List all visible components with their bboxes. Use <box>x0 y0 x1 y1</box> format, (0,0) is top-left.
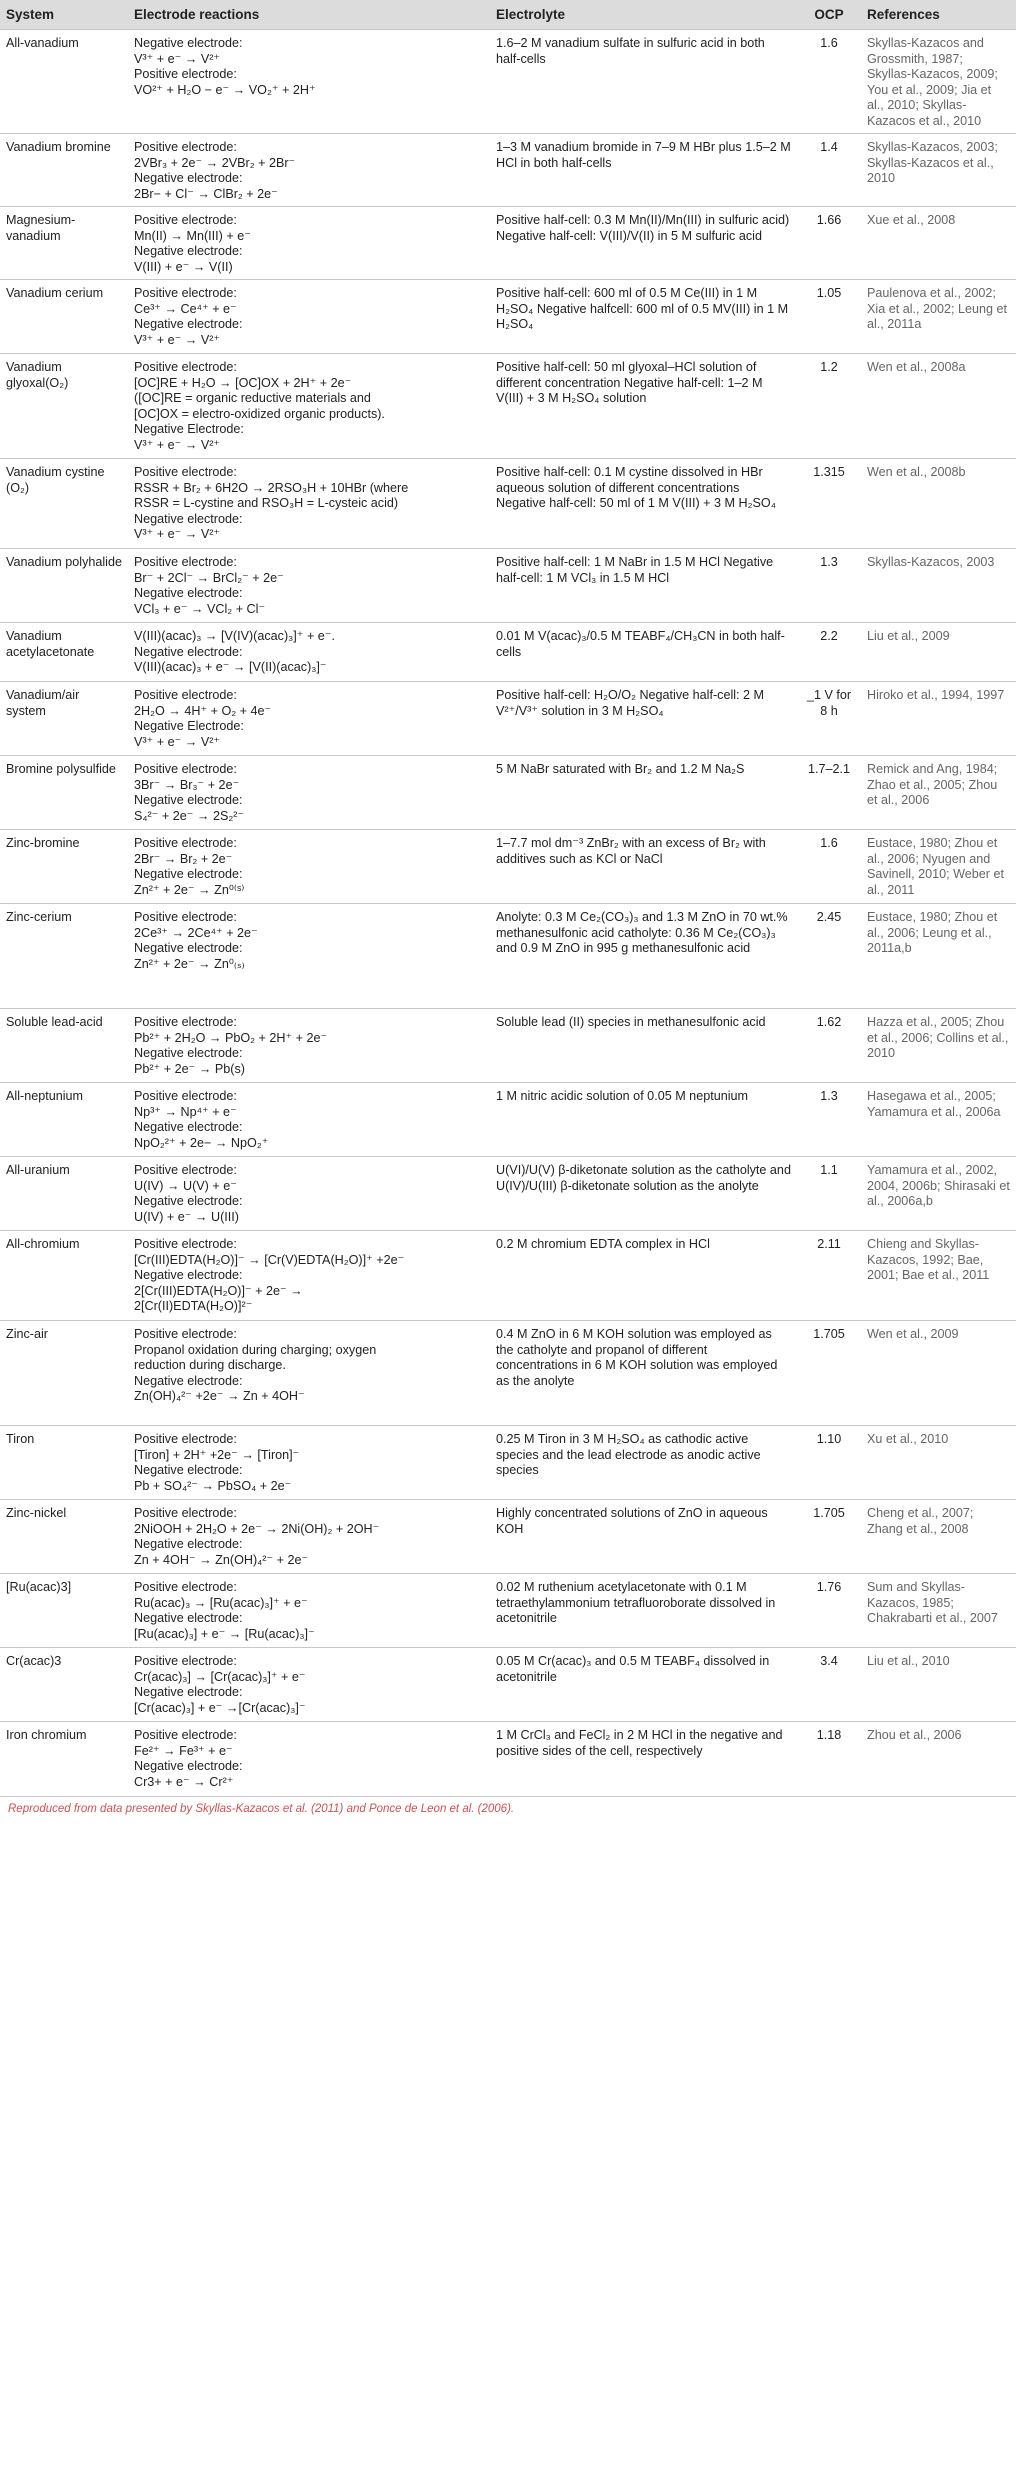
reaction-line: VO²⁺ + H₂O − e⁻ → VO₂⁺ + 2H⁺ <box>134 82 316 97</box>
reaction-line: Negative electrode: <box>134 1373 243 1388</box>
table-row <box>0 134 1016 207</box>
cell-electrolyte: 0.05 M Cr(acac)₃ and 0.5 M TEABF₄ dissolved in acetonitrile <box>490 1648 797 1722</box>
reaction-line: Negative electrode: <box>134 1194 243 1208</box>
cell-ocp: 3.4 <box>797 1648 861 1722</box>
cell-electrolyte: 0.4 M ZnO in 6 M KOH solution was employed as the catholyte and propanol of different concentrations in 6 M KOH solution was employed as the anolyte <box>490 1321 797 1426</box>
cell-electrode-reactions <box>128 1426 490 1500</box>
reaction-line: V³⁺ + e⁻ → V²⁺ <box>134 51 221 66</box>
reaction-line: ([OC]RE = organic reductive materials and <box>134 391 371 405</box>
reaction-line: Mn(II) → Mn(III) + e⁻ <box>134 228 251 243</box>
cell-ocp: 1.3 <box>797 549 861 623</box>
cell-ocp: 1.6 <box>797 30 861 134</box>
cell-system: Vanadium cerium <box>0 280 128 354</box>
cell-electrode-reactions <box>128 830 490 904</box>
cell-references: Skyllas-Kazacos, 2003; Skyllas-Kazacos et al., 2010 <box>861 134 1016 207</box>
cell-ocp: 1.4 <box>797 134 861 207</box>
cell-references: Cheng et al., 2007; Zhang et al., 2008 <box>861 1500 1016 1574</box>
reaction-line: Cr3+ + e⁻ → Cr²⁺ <box>134 1774 234 1789</box>
table-row <box>0 1574 1016 1648</box>
reaction-line: Propanol oxidation during charging; oxygen <box>134 1342 377 1357</box>
cell-ocp: 1.2 <box>797 354 861 459</box>
table-row <box>0 1083 1016 1157</box>
reaction-line: Positive electrode: <box>134 1327 237 1341</box>
table-row <box>0 623 1016 682</box>
cell-references: Sum and Skyllas-Kazacos, 1985; Chakrabarti et al., 2007 <box>861 1574 1016 1648</box>
reaction-line: 2H₂O → 4H⁺ + O₂ + 4e⁻ <box>134 703 272 718</box>
reaction-line: Negative Electrode: <box>134 422 244 436</box>
cell-electrode-reactions <box>128 207 490 280</box>
reaction-line: Negative electrode: <box>134 1537 243 1551</box>
reaction-line: [Cr(acac)₃] + e⁻ →[Cr(acac)₃]⁻ <box>134 1700 306 1715</box>
cell-system: Vanadium glyoxal(O₂) <box>0 354 128 459</box>
reaction-line: Negative electrode: <box>134 793 243 807</box>
reaction-line: VCl₃ + e⁻ → VCl₂ + Cl⁻ <box>134 601 266 616</box>
cell-electrolyte: 1 M nitric acidic solution of 0.05 M neptunium <box>490 1083 797 1157</box>
reaction-line: Zn²⁺ + 2e⁻ → Zn⁰₍ₛ₎ <box>134 956 245 971</box>
reaction-line: Positive electrode: <box>134 910 237 924</box>
cell-references: Zhou et al., 2006 <box>861 1722 1016 1796</box>
reaction-line: Negative electrode: <box>134 1685 243 1699</box>
reaction-line: Negative electrode: <box>134 867 243 881</box>
header-ocp: OCP <box>797 0 861 30</box>
reaction-line: Positive electrode: <box>134 1654 237 1668</box>
table-row <box>0 904 1016 1009</box>
cell-electrode-reactions <box>128 549 490 623</box>
table-row <box>0 830 1016 904</box>
table-row <box>0 1321 1016 1426</box>
cell-system: Vanadium/air system <box>0 682 128 756</box>
reaction-line: Positive electrode: <box>134 1506 237 1520</box>
cell-electrolyte: 0.01 M V(acac)₃/0.5 M TEABF₄/CH₃CN in both half-cells <box>490 623 797 682</box>
cell-references: Liu et al., 2009 <box>861 623 1016 682</box>
reaction-line: Pb²⁺ + 2H₂O → PbO₂ + 2H⁺ + 2e⁻ <box>134 1030 328 1045</box>
reaction-line: Positive electrode: <box>134 140 237 154</box>
reaction-line: Negative electrode: <box>134 171 243 185</box>
cell-electrolyte: 1 M CrCl₃ and FeCl₂ in 2 M HCl in the negative and positive sides of the cell, respectively <box>490 1722 797 1796</box>
header-references: References <box>861 0 1016 30</box>
reaction-line: Np³⁺ → Np⁴⁺ + e⁻ <box>134 1104 237 1119</box>
reaction-line: NpO₂²⁺ + 2e− → NpO₂⁺ <box>134 1135 269 1150</box>
cell-ocp: 1.705 <box>797 1321 861 1426</box>
reaction-line: 3Br⁻ → Br₃⁻ + 2e⁻ <box>134 777 240 792</box>
reaction-line: Ce³⁺ → Ce⁴⁺ + e⁻ <box>134 301 237 316</box>
cell-ocp: _1 V for 8 h <box>797 682 861 756</box>
reaction-line: Negative electrode: <box>134 36 243 50</box>
cell-system: Tiron <box>0 1426 128 1500</box>
cell-electrolyte: 0.25 M Tiron in 3 M H₂SO₄ as cathodic active species and the lead electrode as anodic active species <box>490 1426 797 1500</box>
cell-ocp: 1.76 <box>797 1574 861 1648</box>
cell-ocp: 1.705 <box>797 1500 861 1574</box>
reaction-line: Positive electrode: <box>134 1015 237 1029</box>
cell-references: Skyllas-Kazacos and Grossmith, 1987; Skyllas-Kazacos, 2009; You et al., 2009; Jia et al., 2010; Skyllas-Kazacos et al., 2010 <box>861 30 1016 134</box>
cell-electrode-reactions <box>128 1321 490 1426</box>
reaction-line: Positive electrode: <box>134 360 237 374</box>
reaction-line: [Cr(III)EDTA(H₂O)]⁻ → [Cr(V)EDTA(H₂O)]⁺ +2e⁻ <box>134 1252 405 1267</box>
reaction-line: Zn(OH)₄²⁻ +2e⁻ → Zn + 4OH⁻ <box>134 1389 305 1403</box>
reaction-line: V(III)(acac)₃ → [V(IV)(acac)₃]⁺ + e⁻. <box>134 629 335 643</box>
cell-electrode-reactions <box>128 459 490 549</box>
cell-system: Soluble lead-acid <box>0 1009 128 1083</box>
cell-references: Liu et al., 2010 <box>861 1648 1016 1722</box>
footnote-prefix: Reproduced from data presented by <box>8 1802 196 1815</box>
reaction-line: 2Br⁻ → Br₂ + 2e⁻ <box>134 851 233 866</box>
cell-electrode-reactions <box>128 1500 490 1574</box>
cell-system: Zinc-cerium <box>0 904 128 1009</box>
header-system: System <box>0 0 128 30</box>
cell-system: Magnesium-vanadium <box>0 207 128 280</box>
cell-system: Iron chromium <box>0 1722 128 1796</box>
reaction-line: Positive electrode: <box>134 762 237 776</box>
cell-electrode-reactions <box>128 623 490 682</box>
table-row <box>0 207 1016 280</box>
reaction-line: Negative electrode: <box>134 941 243 955</box>
reaction-line: RSSR = L-cystine and RSO₃H = L-cysteic acid) <box>134 496 399 510</box>
cell-system: [Ru(acac)3] <box>0 1574 128 1648</box>
cell-electrolyte: Positive half-cell: H₂O/O₂ Negative half-cell: 2 M V²⁺/V³⁺ solution in 3 M H₂SO₄ <box>490 682 797 756</box>
footnote-suffix: . <box>510 1802 515 1815</box>
cell-system: Zinc-air <box>0 1321 128 1426</box>
cell-ocp: 1.7–2.1 <box>797 756 861 830</box>
cell-references: Paulenova et al., 2002; Xia et al., 2002; Leung et al., 2011a <box>861 280 1016 354</box>
cell-ocp: 1.10 <box>797 1426 861 1500</box>
table-row <box>0 1157 1016 1231</box>
reaction-line: Pb²⁺ + 2e⁻ → Pb(s) <box>134 1061 245 1076</box>
table-row <box>0 280 1016 354</box>
table-row <box>0 1722 1016 1796</box>
reaction-line: Negative electrode: <box>134 1268 243 1282</box>
reaction-line: Positive electrode: <box>134 213 237 227</box>
cell-references: Xu et al., 2010 <box>861 1426 1016 1500</box>
table-row <box>0 1500 1016 1574</box>
table-header <box>0 0 1016 30</box>
reaction-line: 2Br− + Cl⁻ → ClBr₂ + 2e⁻ <box>134 186 278 201</box>
reaction-line: Negative electrode: <box>134 1611 243 1625</box>
cell-references: Remick and Ang, 1984; Zhao et al., 2005; Zhou et al., 2006 <box>861 756 1016 830</box>
cell-system: Vanadium acetylacetonate <box>0 623 128 682</box>
cell-electrode-reactions <box>128 1574 490 1648</box>
cell-ocp: 1.66 <box>797 207 861 280</box>
reaction-line: Negative electrode: <box>134 1463 243 1477</box>
reaction-line: Positive electrode: <box>134 1580 237 1594</box>
cell-references: Wen et al., 2009 <box>861 1321 1016 1426</box>
cell-electrode-reactions <box>128 134 490 207</box>
table-body <box>0 30 1016 1796</box>
table-row <box>0 30 1016 134</box>
reaction-line: U(IV) + e⁻ → U(III) <box>134 1209 239 1224</box>
cell-system: Vanadium cystine (O₂) <box>0 459 128 549</box>
cell-ocp: 2.45 <box>797 904 861 1009</box>
reaction-line: Positive electrode: <box>134 836 237 850</box>
reaction-line: 2VBr₃ + 2e⁻ → 2VBr₂ + 2Br⁻ <box>134 155 296 170</box>
cell-electrolyte: Positive half-cell: 50 ml glyoxal–HCl solution of different concentration Negative half-cell: 1–2 M V(III) + 3 M H₂SO₄ solution <box>490 354 797 459</box>
cell-ocp: 2.11 <box>797 1231 861 1321</box>
cell-system: All-chromium <box>0 1231 128 1321</box>
cell-references: Yamamura et al., 2002, 2004, 2006b; Shirasaki et al., 2006a,b <box>861 1157 1016 1231</box>
reaction-line: RSSR + Br₂ + 6H2O → 2RSO₃H + 10HBr (where <box>134 480 409 495</box>
cell-ocp: 1.315 <box>797 459 861 549</box>
reaction-line: Negative electrode: <box>134 644 243 659</box>
cell-references: Hasegawa et al., 2005; Yamamura et al., 2006a <box>861 1083 1016 1157</box>
cell-ocp: 1.1 <box>797 1157 861 1231</box>
footnote-source-2: Ponce de Leon et al. (2006) <box>368 1802 511 1815</box>
cell-electrode-reactions <box>128 280 490 354</box>
cell-electrode-reactions <box>128 1083 490 1157</box>
footnote-source-1: Skyllas-Kazacos et al. (2011) <box>195 1802 344 1815</box>
cell-electrolyte: Soluble lead (II) species in methanesulfonic acid <box>490 1009 797 1083</box>
cell-references: Hiroko et al., 1994, 1997 <box>861 682 1016 756</box>
reaction-line: Fe²⁺ → Fe³⁺ + e⁻ <box>134 1743 233 1758</box>
cell-electrode-reactions <box>128 1648 490 1722</box>
reaction-line: Positive electrode: <box>134 1089 237 1103</box>
header-row <box>0 0 1016 30</box>
cell-electrolyte: 1–7.7 mol dm⁻³ ZnBr₂ with an excess of Br₂ with additives such as KCl or NaCl <box>490 830 797 904</box>
reaction-line: Negative electrode: <box>134 1046 243 1060</box>
cell-ocp: 1.3 <box>797 1083 861 1157</box>
cell-references: Wen et al., 2008b <box>861 459 1016 549</box>
reaction-line: Zn + 4OH⁻ → Zn(OH)₄²⁻ + 2e⁻ <box>134 1552 309 1567</box>
reaction-line: reduction during discharge. <box>134 1358 286 1372</box>
cell-references: Eustace, 1980; Zhou et al., 2006; Nyugen and Savinell, 2010; Weber et al., 2011 <box>861 830 1016 904</box>
reaction-line: V(III)(acac)₃ + e⁻ → [V(II)(acac)₃]⁻ <box>134 660 327 674</box>
cell-electrolyte: 1–3 M vanadium bromide in 7–9 M HBr plus 1.5–2 M HCl in both half-cells <box>490 134 797 207</box>
cell-electrode-reactions <box>128 756 490 830</box>
cell-electrode-reactions <box>128 904 490 1009</box>
table-row <box>0 354 1016 459</box>
cell-references: Xue et al., 2008 <box>861 207 1016 280</box>
reaction-line: Negative electrode: <box>134 317 243 331</box>
reaction-line: Negative electrode: <box>134 586 243 600</box>
reaction-line: 2NiOOH + 2H₂O + 2e⁻ → 2Ni(OH)₂ + 2OH⁻ <box>134 1521 380 1536</box>
reaction-line: V³⁺ + e⁻ → V²⁺ <box>134 437 221 452</box>
cell-electrolyte: 0.2 M chromium EDTA complex in HCl <box>490 1231 797 1321</box>
cell-electrolyte: Positive half-cell: 0.3 M Mn(II)/Mn(III) in sulfuric acid) Negative half-cell: V(III)/V(II) in 5 M sulfuric acid <box>490 207 797 280</box>
cell-references: Wen et al., 2008a <box>861 354 1016 459</box>
reaction-line: Br⁻ + 2Cl⁻ → BrCl₂⁻ + 2e⁻ <box>134 570 284 585</box>
reaction-line: Positive electrode: <box>134 67 237 81</box>
cell-system: Bromine polysulfide <box>0 756 128 830</box>
cell-system: Vanadium polyhalide <box>0 549 128 623</box>
cell-references: Eustace, 1980; Zhou et al., 2006; Leung et al., 2011a,b <box>861 904 1016 1009</box>
reaction-line: V³⁺ + e⁻ → V²⁺ <box>134 332 221 347</box>
cell-electrode-reactions <box>128 682 490 756</box>
header-electrolyte: Electrolyte <box>490 0 797 30</box>
reaction-line: Positive electrode: <box>134 1728 237 1742</box>
reaction-line: [OC]OX = electro-oxidized organic products). <box>134 406 385 421</box>
cell-electrolyte: 5 M NaBr saturated with Br₂ and 1.2 M Na₂S <box>490 756 797 830</box>
table-row <box>0 756 1016 830</box>
reaction-line: Negative electrode: <box>134 511 243 526</box>
reaction-line: 2[Cr(III)EDTA(H₂O)]⁻ + 2e⁻ → <box>134 1283 303 1298</box>
cell-system: Cr(acac)3 <box>0 1648 128 1722</box>
cell-system: All-neptunium <box>0 1083 128 1157</box>
cell-electrode-reactions <box>128 1231 490 1321</box>
cell-ocp: 1.6 <box>797 830 861 904</box>
cell-system: Zinc-nickel <box>0 1500 128 1574</box>
reaction-line: Negative electrode: <box>134 244 243 258</box>
cell-system: Vanadium bromine <box>0 134 128 207</box>
cell-ocp: 2.2 <box>797 623 861 682</box>
reaction-line: Ru(acac)₃ → [Ru(acac)₃]⁺ + e⁻ <box>134 1595 308 1610</box>
reaction-line: Positive electrode: <box>134 555 237 569</box>
table-row <box>0 1648 1016 1722</box>
table-row <box>0 682 1016 756</box>
cell-electrolyte: 0.02 M ruthenium acetylacetonate with 0.1 M tetraethylammonium tetrafluoroborate dissolved in acetonitrile <box>490 1574 797 1648</box>
reaction-line: V³⁺ + e⁻ → V²⁺ <box>134 734 221 749</box>
cell-electrolyte: 1.6–2 M vanadium sulfate in sulfuric acid in both half-cells <box>490 30 797 134</box>
footnote-middle: and <box>343 1802 369 1815</box>
reaction-line: Positive electrode: <box>134 688 237 702</box>
cell-references: Chieng and Skyllas-Kazacos, 1992; Bae, 2001; Bae et al., 2011 <box>861 1231 1016 1321</box>
cell-electrode-reactions <box>128 1157 490 1231</box>
table-footnote <box>0 1796 1016 1821</box>
reaction-line: Negative Electrode: <box>134 719 244 733</box>
table-row <box>0 549 1016 623</box>
header-electrode-reactions: Electrode reactions <box>128 0 490 30</box>
cell-electrode-reactions <box>128 1009 490 1083</box>
reaction-line: Negative electrode: <box>134 1759 243 1773</box>
reaction-line: [Ru(acac)₃] + e⁻ → [Ru(acac)₃]⁻ <box>134 1626 315 1641</box>
cell-electrolyte: U(VI)/U(V) β-diketonate solution as the catholyte and U(IV)/U(III) β-diketonate solution as the anolyte <box>490 1157 797 1231</box>
cell-system: All-uranium <box>0 1157 128 1231</box>
reaction-line: V³⁺ + e⁻ → V²⁺ <box>134 527 221 541</box>
table-row <box>0 1231 1016 1321</box>
cell-references: Skyllas-Kazacos, 2003 <box>861 549 1016 623</box>
reaction-line: Pb + SO₄²⁻ → PbSO₄ + 2e⁻ <box>134 1478 292 1493</box>
reaction-line: Positive electrode: <box>134 1163 237 1177</box>
reaction-line: V(III) + e⁻ → V(II) <box>134 259 233 274</box>
table-row <box>0 459 1016 549</box>
reaction-line: 2[Cr(II)EDTA(H₂O)]²⁻ <box>134 1299 253 1313</box>
reaction-line: Cr(acac)₃] → [Cr(acac)₃]⁺ + e⁻ <box>134 1669 306 1684</box>
reaction-line: Positive electrode: <box>134 286 237 300</box>
cell-system: Zinc-bromine <box>0 830 128 904</box>
table-row <box>0 1426 1016 1500</box>
cell-electrode-reactions <box>128 354 490 459</box>
cell-electrolyte: Positive half-cell: 600 ml of 0.5 M Ce(III) in 1 M H₂SO₄ Negative halfcell: 600 ml of 0.5 MV(III) in 1 M H₂SO₄ <box>490 280 797 354</box>
reaction-line: Positive electrode: <box>134 1432 237 1446</box>
cell-references: Hazza et al., 2005; Zhou et al., 2006; Collins et al., 2010 <box>861 1009 1016 1083</box>
reaction-line: Positive electrode: <box>134 1237 237 1251</box>
cell-electrolyte: Highly concentrated solutions of ZnO in aqueous KOH <box>490 1500 797 1574</box>
reaction-line: [Tiron] + 2H⁺ +2e⁻ → [Tiron]⁻ <box>134 1447 300 1462</box>
reaction-line: Positive electrode: <box>134 465 237 479</box>
reaction-line: Zn²⁺ + 2e⁻ → Zn⁰⁽ˢ⁾ <box>134 882 245 897</box>
table-row <box>0 1009 1016 1083</box>
cell-electrolyte: Anolyte: 0.3 M Ce₂(CO₃)₃ and 1.3 M ZnO in 70 wt.% methanesulfonic acid catholyte: 0.36 M Ce₂(CO₃)₃ and 0.9 M ZnO in 995 g methanesulfonic acid <box>490 904 797 1009</box>
reaction-line: U(IV) → U(V) + e⁻ <box>134 1178 237 1193</box>
cell-ocp: 1.62 <box>797 1009 861 1083</box>
reaction-line: [OC]RE + H₂O → [OC]OX + 2H⁺ + 2e⁻ <box>134 375 352 390</box>
cell-system: All-vanadium <box>0 30 128 134</box>
reaction-line: Negative electrode: <box>134 1120 243 1134</box>
cell-ocp: 1.05 <box>797 280 861 354</box>
reaction-line: S₄²⁻ + 2e⁻ → 2S₂²⁻ <box>134 808 245 823</box>
reaction-line: 2Ce³⁺ → 2Ce⁴⁺ + 2e⁻ <box>134 925 258 940</box>
cell-ocp: 1.18 <box>797 1722 861 1796</box>
cell-electrode-reactions <box>128 30 490 134</box>
cell-electrolyte: Positive half-cell: 1 M NaBr in 1.5 M HCl Negative half-cell: 1 M VCl₃ in 1.5 M HCl <box>490 549 797 623</box>
cell-electrode-reactions <box>128 1722 490 1796</box>
cell-electrolyte: Positive half-cell: 0.1 M cystine dissolved in HBr aqueous solution of different concentrations Negative half-cell: 50 ml of 1 M V(III) + 3 M H₂SO₄ <box>490 459 797 549</box>
